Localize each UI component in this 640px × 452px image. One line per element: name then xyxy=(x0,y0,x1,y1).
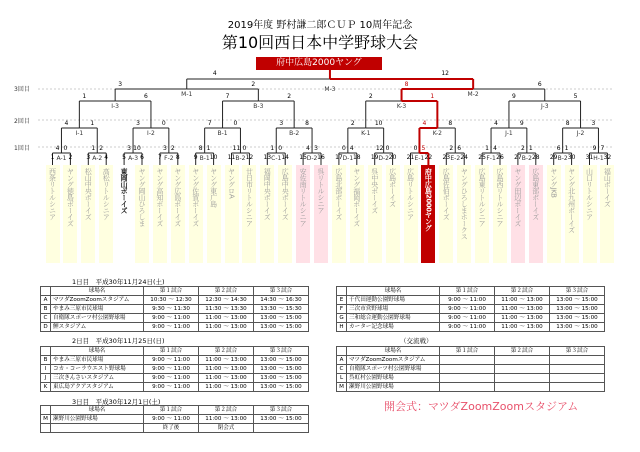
game1-time: 9:00 ～ 11:00 xyxy=(440,305,495,314)
team-number: 32 xyxy=(603,154,612,161)
game3-time: 13:00 ～ 15:00 xyxy=(550,296,605,305)
game1-time xyxy=(440,356,495,365)
score: 3 xyxy=(136,120,140,127)
venue-key: B xyxy=(41,356,51,365)
game2-time xyxy=(495,383,550,392)
game3-time xyxy=(550,383,605,392)
match-label: E-2 xyxy=(450,155,461,162)
table-row xyxy=(41,314,309,323)
game1-time: 9:00 ～ 11:00 xyxy=(144,415,199,424)
game2-time: 11:00 ～ 13:00 xyxy=(199,383,254,392)
team-name: ヤングJKB xyxy=(547,165,561,263)
game3-time: 13:00 ～ 15:00 xyxy=(550,323,605,332)
score: 8 xyxy=(305,120,309,127)
team-number: 4 xyxy=(104,154,109,161)
game3-time: 13:00 ～ 15:00 xyxy=(550,314,605,323)
team-number: 11 xyxy=(227,154,236,161)
table-row xyxy=(337,374,605,383)
score: 2 xyxy=(350,120,355,127)
game2-time: 11:00 ～ 13:00 xyxy=(199,356,254,365)
table-row xyxy=(41,356,309,365)
match-label: F-2 xyxy=(164,155,174,162)
game2-time xyxy=(495,356,550,365)
team-number: 13 xyxy=(263,154,272,161)
match-label: J-3 xyxy=(540,103,549,110)
team-number: 27 xyxy=(514,154,522,161)
score: 1 xyxy=(91,145,96,152)
team-name: ヤング田辺ボーイズ xyxy=(511,165,525,263)
venue-name: 自衛隊スポーツ村公園野球場 xyxy=(51,314,144,323)
team-number: 15 xyxy=(299,154,307,161)
game2-time: 11:00 ～ 13:00 xyxy=(199,314,254,323)
game1-time: 9:00 ～ 11:00 xyxy=(440,296,495,305)
game3-time: 13:00 ～ 15:00 xyxy=(254,383,309,392)
table-row xyxy=(41,323,309,332)
venue-key: C xyxy=(41,314,51,323)
score: 4 xyxy=(55,145,60,152)
team-number: 17 xyxy=(335,154,343,161)
match-label: A-2 xyxy=(92,155,103,162)
game2-time: 11:00 ～ 13:00 xyxy=(199,374,254,383)
score: 4 xyxy=(493,145,497,152)
team-name: 廿日市リトルシニア xyxy=(242,165,256,263)
game2-time: 11:00 ～ 13:00 xyxy=(199,365,254,374)
venue-name: 瀬野川公園野球場 xyxy=(51,415,144,424)
score: 2 xyxy=(449,145,454,152)
match-label: M-2 xyxy=(467,91,479,98)
team-number: 2 xyxy=(68,154,73,161)
game1-time: 9:00 ～ 11:00 xyxy=(144,323,199,332)
score: 7 xyxy=(600,145,605,152)
venue-key: C xyxy=(337,365,347,374)
game1-time xyxy=(440,365,495,374)
game3-time: 14:30 ～ 16:30 xyxy=(254,296,309,305)
venue-name: やまみ三原市民球場 xyxy=(51,356,144,365)
score: 0 xyxy=(413,145,418,152)
team-name: ヤング徳島ボーイズ xyxy=(63,165,77,263)
score: 0 xyxy=(63,145,68,152)
score: 6 xyxy=(537,81,542,88)
venue-key: M xyxy=(41,415,51,424)
venue-key: I xyxy=(41,365,51,374)
venue-name: 三次市営野球場 xyxy=(347,305,440,314)
game3-time xyxy=(550,374,605,383)
score: 4 xyxy=(349,145,354,152)
table-row xyxy=(337,305,605,314)
score: 0 xyxy=(385,145,390,152)
match-label: D-2 xyxy=(306,155,318,162)
team-name: ヤング東广島 xyxy=(207,165,221,263)
game3-time: 13:00 ～ 15:00 xyxy=(254,365,309,374)
team-number: 18 xyxy=(352,154,361,161)
team-number: 20 xyxy=(388,154,397,161)
match-label: B-2 xyxy=(521,155,532,162)
game1-time xyxy=(440,374,495,383)
score: 2 xyxy=(368,93,373,100)
game2-time: 12:30 ～ 14:30 xyxy=(199,296,254,305)
team-name: ヤング広島ボーイズ xyxy=(171,165,185,263)
team-number: 9 xyxy=(193,154,198,161)
score: 1 xyxy=(485,145,489,152)
closing-ceremony: 閉会式 xyxy=(199,424,254,433)
match-label: K-3 xyxy=(396,103,407,110)
score: 0 xyxy=(161,120,166,127)
score: 2 xyxy=(99,145,104,152)
team-number: 19 xyxy=(370,154,379,161)
venue-key: M xyxy=(337,383,347,392)
team-number: 3 xyxy=(86,154,91,161)
team-name: 福山ボーイズ xyxy=(600,165,614,263)
team-number: 12 xyxy=(245,154,254,161)
team-number: 7 xyxy=(157,154,162,161)
team-number: 28 xyxy=(531,154,540,161)
schedule-day1-table xyxy=(40,286,309,332)
table-header-row: 球場名 第１試合 第２試合 第３試合 xyxy=(337,287,605,296)
score: 2 xyxy=(520,145,525,152)
team-name: 広島北部ボーイズ xyxy=(332,165,346,263)
score: 0 xyxy=(242,145,247,152)
score: 8 xyxy=(565,120,570,127)
team-number: 25 xyxy=(478,154,486,161)
table-row xyxy=(337,356,605,365)
game3-time: 13:00 ～ 15:00 xyxy=(254,374,309,383)
table-row xyxy=(41,415,309,424)
score: 12 xyxy=(441,70,449,77)
team-number: 21 xyxy=(406,154,415,161)
score: 1 xyxy=(430,93,435,100)
venue-key: A xyxy=(337,356,347,365)
score: 12 xyxy=(375,145,384,152)
team-name: 東岡山ボーイズ xyxy=(117,165,131,263)
team-name: 西条リトルシニア xyxy=(46,165,60,263)
table-row xyxy=(337,365,605,374)
team-name: ヤング高知ボーイズ xyxy=(153,165,167,263)
score: 4 xyxy=(64,120,69,127)
game1-time xyxy=(440,383,495,392)
team-name: ヤング福岡ボーイズ xyxy=(350,165,364,263)
match-label: M-1 xyxy=(181,91,193,98)
venue-key: L xyxy=(337,374,347,383)
game1-time: 9:00 ～ 11:00 xyxy=(144,383,199,392)
match-label: B-2 xyxy=(557,155,568,162)
schedule-day2-table xyxy=(40,346,309,392)
team-name: 福岡中央ボーイズ xyxy=(260,165,274,263)
exchange-table xyxy=(336,346,605,392)
page-title: 第10回西日本中学野球大会 xyxy=(221,33,419,52)
venue-name: コカ・コーラウエスト野球場 xyxy=(51,365,144,374)
game3-time xyxy=(550,365,605,374)
game3-time: 13:00 ～ 15:00 xyxy=(254,323,309,332)
team-number: 31 xyxy=(585,154,594,161)
team-name: 広島東部ボーイズ xyxy=(529,165,543,263)
score: 6 xyxy=(144,93,148,100)
score: 1 xyxy=(270,145,275,152)
score: 5 xyxy=(421,145,426,152)
opening-ceremony-note: 開会式：マツダZoomZoomスタジアム xyxy=(384,400,579,413)
venue-name: 瀬野川公園野球場 xyxy=(347,383,440,392)
venue-key: J xyxy=(41,374,51,383)
game3-time: 13:00 ～ 15:00 xyxy=(254,314,309,323)
table-header-row: 球場名 第１試合 第２試合 第３試合 xyxy=(337,347,605,356)
venue-key: B xyxy=(41,305,51,314)
col-venue: 球場名 xyxy=(51,287,144,296)
score: 7 xyxy=(225,93,230,100)
game2-time: 11:00 ～ 13:00 xyxy=(495,314,550,323)
venue-name: 三次きんさいスタジアム xyxy=(51,374,144,383)
round-label-2: 2回目 xyxy=(14,118,30,125)
game2-time xyxy=(495,374,550,383)
score: 1 xyxy=(82,93,87,100)
match-label: D-1 xyxy=(342,155,354,162)
match-label: K-2 xyxy=(432,130,442,137)
team-name: ヤング佐賀ボーイズ xyxy=(189,165,203,263)
score: 10 xyxy=(374,120,383,127)
team-name: 府中広島2000ヤング xyxy=(421,165,435,263)
col-game1: 第１試合 xyxy=(144,287,199,296)
score: 11 xyxy=(232,145,241,152)
team-number: 24 xyxy=(460,154,468,161)
match-label: D-2 xyxy=(378,155,389,162)
score: 4 xyxy=(212,70,217,77)
schedule-day3-table xyxy=(40,405,309,433)
team-number: 30 xyxy=(567,154,576,161)
score: 6 xyxy=(457,145,462,152)
game1-time: 9:00 ～ 11:00 xyxy=(144,314,199,323)
venue-name: 三和総合運動公園野球場 xyxy=(347,314,440,323)
team-number: 23 xyxy=(442,154,451,161)
table-row xyxy=(41,365,309,374)
score: 3 xyxy=(314,145,318,152)
closing-after: 終了後 xyxy=(144,424,199,433)
team-name: 高松リトルシニア xyxy=(99,165,113,263)
team-name: ヤング岡山ひろしま xyxy=(135,165,149,263)
team-name: ヤング北九州ボーイズ xyxy=(565,165,579,263)
score: 0 xyxy=(278,145,283,152)
score: 8 xyxy=(198,145,203,152)
match-label: I-1 xyxy=(75,130,84,137)
table-row xyxy=(41,296,309,305)
match-label: E-1 xyxy=(414,155,425,162)
round-label-3: 3回目 xyxy=(14,86,30,93)
team-name: 呉リトルシニア xyxy=(314,165,328,263)
team-number: 8 xyxy=(175,154,180,161)
col-game2: 第２試合 xyxy=(199,287,254,296)
match-label: C-1 xyxy=(271,155,282,162)
game3-time: 13:00 ～ 15:00 xyxy=(254,415,309,424)
match-label: B-3 xyxy=(253,103,264,110)
team-name: 呉中央ボーイズ xyxy=(368,165,382,263)
match-label: I-3 xyxy=(111,103,120,110)
match-label: B-1 xyxy=(199,155,210,162)
game3-time xyxy=(550,356,605,365)
score: 9 xyxy=(512,93,516,100)
venue-name: 自衛隊スポーツ村公園野球場 xyxy=(347,365,440,374)
score: 0 xyxy=(233,120,238,127)
venue-name: マツダZoomZoomスタジアム xyxy=(347,356,440,365)
team-number: 26 xyxy=(496,154,504,161)
score: 2 xyxy=(251,81,256,88)
day2-heading: 2日目 平成30年11月25日(日) xyxy=(72,337,165,345)
table-header-row: 球場名 第１試合 第２試合 第３試合 xyxy=(41,406,309,415)
score: 10 xyxy=(133,145,141,152)
table-row xyxy=(41,374,309,383)
round-label-1: 1回目 xyxy=(14,145,30,152)
game2-time: 11:00 ～ 13:00 xyxy=(495,296,550,305)
match-label: B-2 xyxy=(289,130,300,137)
game2-time: 11:00 ～ 13:00 xyxy=(199,323,254,332)
venue-key: F xyxy=(337,305,347,314)
game3-time: 13:00 ～ 15:00 xyxy=(254,356,309,365)
team-name: 広島東リトルシニア xyxy=(475,165,489,263)
team-number: 14 xyxy=(281,154,289,161)
score: 1 xyxy=(564,145,569,152)
table-header-row xyxy=(41,287,309,296)
game1-time: 9:00 ～ 11:00 xyxy=(144,365,199,374)
venue-name: 東広島アクアスタジアム xyxy=(51,383,144,392)
game1-time: 9:00 ～ 11:00 xyxy=(144,356,199,365)
score: 4 xyxy=(422,120,427,127)
match-label: F-1 xyxy=(486,155,496,162)
game1-time: 10:30 ～ 12:30 xyxy=(144,296,199,305)
team-number: 16 xyxy=(317,154,325,161)
score: 9 xyxy=(519,120,524,127)
score: 8 xyxy=(448,120,453,127)
team-number: 5 xyxy=(122,154,126,161)
score: 8 xyxy=(404,81,409,88)
match-label: B-2 xyxy=(235,155,246,162)
game2-time: 11:30 ～ 13:30 xyxy=(199,305,254,314)
venue-name: 呉虹村公園野球場 xyxy=(347,374,440,383)
score: 1 xyxy=(90,120,95,127)
team-number: 22 xyxy=(424,154,433,161)
col-game3: 第３試合 xyxy=(254,287,309,296)
match-label: H-1 xyxy=(593,155,604,162)
venue-key: E xyxy=(337,296,347,305)
venue-key: A xyxy=(41,296,51,305)
page-subtitle: 2019年度 野村謙二郎ＣＵＰ 10周年記念 xyxy=(227,20,413,31)
table-row xyxy=(337,383,605,392)
game1-time: 9:00 ～ 11:00 xyxy=(440,314,495,323)
venue-key: G xyxy=(337,314,347,323)
table-header-row: 球場名 第１試合 第２試合 第３試合 xyxy=(41,347,309,356)
venue-key: D xyxy=(41,323,51,332)
match-label: M-3 xyxy=(324,86,336,93)
score: 3 xyxy=(127,145,131,152)
game3-time: 13:30 ～ 15:30 xyxy=(254,305,309,314)
champion-banner: 府中広島2000ヤング xyxy=(256,57,382,70)
table-row xyxy=(337,323,605,332)
venue-key: K xyxy=(41,383,51,392)
score: 9 xyxy=(592,145,597,152)
table-row xyxy=(41,383,309,392)
score: 3 xyxy=(162,145,167,152)
score: 3 xyxy=(279,120,284,127)
game1-time: 9:30 ～ 11:30 xyxy=(144,305,199,314)
team-number: 10 xyxy=(209,154,218,161)
venue-name: マツダZoomZoomスタジアム xyxy=(51,296,144,305)
team-number: 29 xyxy=(549,154,558,161)
schedule-day1b-table xyxy=(336,286,605,332)
game2-time: 11:00 ～ 13:00 xyxy=(199,415,254,424)
team-name: 広島西リトルシニア xyxy=(493,165,507,263)
team-name: 安佐南リトルシニア xyxy=(296,165,310,263)
team-name: ヤングひろしまホークス xyxy=(457,165,471,263)
score: 5 xyxy=(573,93,578,100)
match-label: A-1 xyxy=(56,155,67,162)
match-label: K-1 xyxy=(361,130,371,137)
game2-time: 11:00 ～ 13:00 xyxy=(495,305,550,314)
team-name: 松山中央ボーイズ xyxy=(81,165,95,263)
score: 1 xyxy=(528,145,533,152)
score: 2 xyxy=(287,93,292,100)
team-name: 山口リトルシニア xyxy=(583,165,597,263)
table-row xyxy=(337,296,605,305)
game1-time: 9:00 ～ 11:00 xyxy=(440,323,495,332)
venue-name: 鯉スタジアム xyxy=(51,323,144,332)
score: 4 xyxy=(494,120,498,127)
game3-time: 13:00 ～ 15:00 xyxy=(550,305,605,314)
match-label: J-1 xyxy=(505,130,513,137)
team-name: ヤングロA xyxy=(225,165,239,263)
score: 3 xyxy=(118,81,123,88)
match-label: J-2 xyxy=(576,130,585,137)
score: 0 xyxy=(341,145,346,152)
game1-time: 9:00 ～ 11:00 xyxy=(144,374,199,383)
venue-name: カーター記念球場 xyxy=(347,323,440,332)
score: 3 xyxy=(591,120,596,127)
score: 2 xyxy=(170,145,175,152)
team-name: 広島佐伯ボーイズ xyxy=(439,165,453,263)
venue-key: H xyxy=(337,323,347,332)
closing-row xyxy=(41,424,309,433)
venue-name: やまみ三原市民球場 xyxy=(51,305,144,314)
game2-time: 11:00 ～ 13:00 xyxy=(495,323,550,332)
day1-heading: 1日目 平成30年11月24日(土) xyxy=(72,278,165,286)
score: 4 xyxy=(306,145,310,152)
team-name: 広島中央ボーイズ xyxy=(278,165,292,263)
match-label: A-3 xyxy=(128,155,139,162)
team-number: 1 xyxy=(50,154,55,161)
team-name: 広島リトルシニア xyxy=(404,165,418,263)
table-row xyxy=(41,305,309,314)
exchange-heading: （交流戦） xyxy=(400,337,433,345)
team-number: 6 xyxy=(140,154,144,161)
score: 7 xyxy=(207,120,212,127)
score: 6 xyxy=(556,145,561,152)
day3-heading: 3日目 平成30年12月1日(土) xyxy=(72,398,161,406)
team-name: 広島ボーイズ xyxy=(386,165,400,263)
venue-name: 千代田運動公園野球場 xyxy=(347,296,440,305)
table-row xyxy=(337,314,605,323)
match-label: B-1 xyxy=(217,130,228,137)
match-label: I-2 xyxy=(147,130,155,137)
game2-time xyxy=(495,365,550,374)
score: 1 xyxy=(206,145,211,152)
